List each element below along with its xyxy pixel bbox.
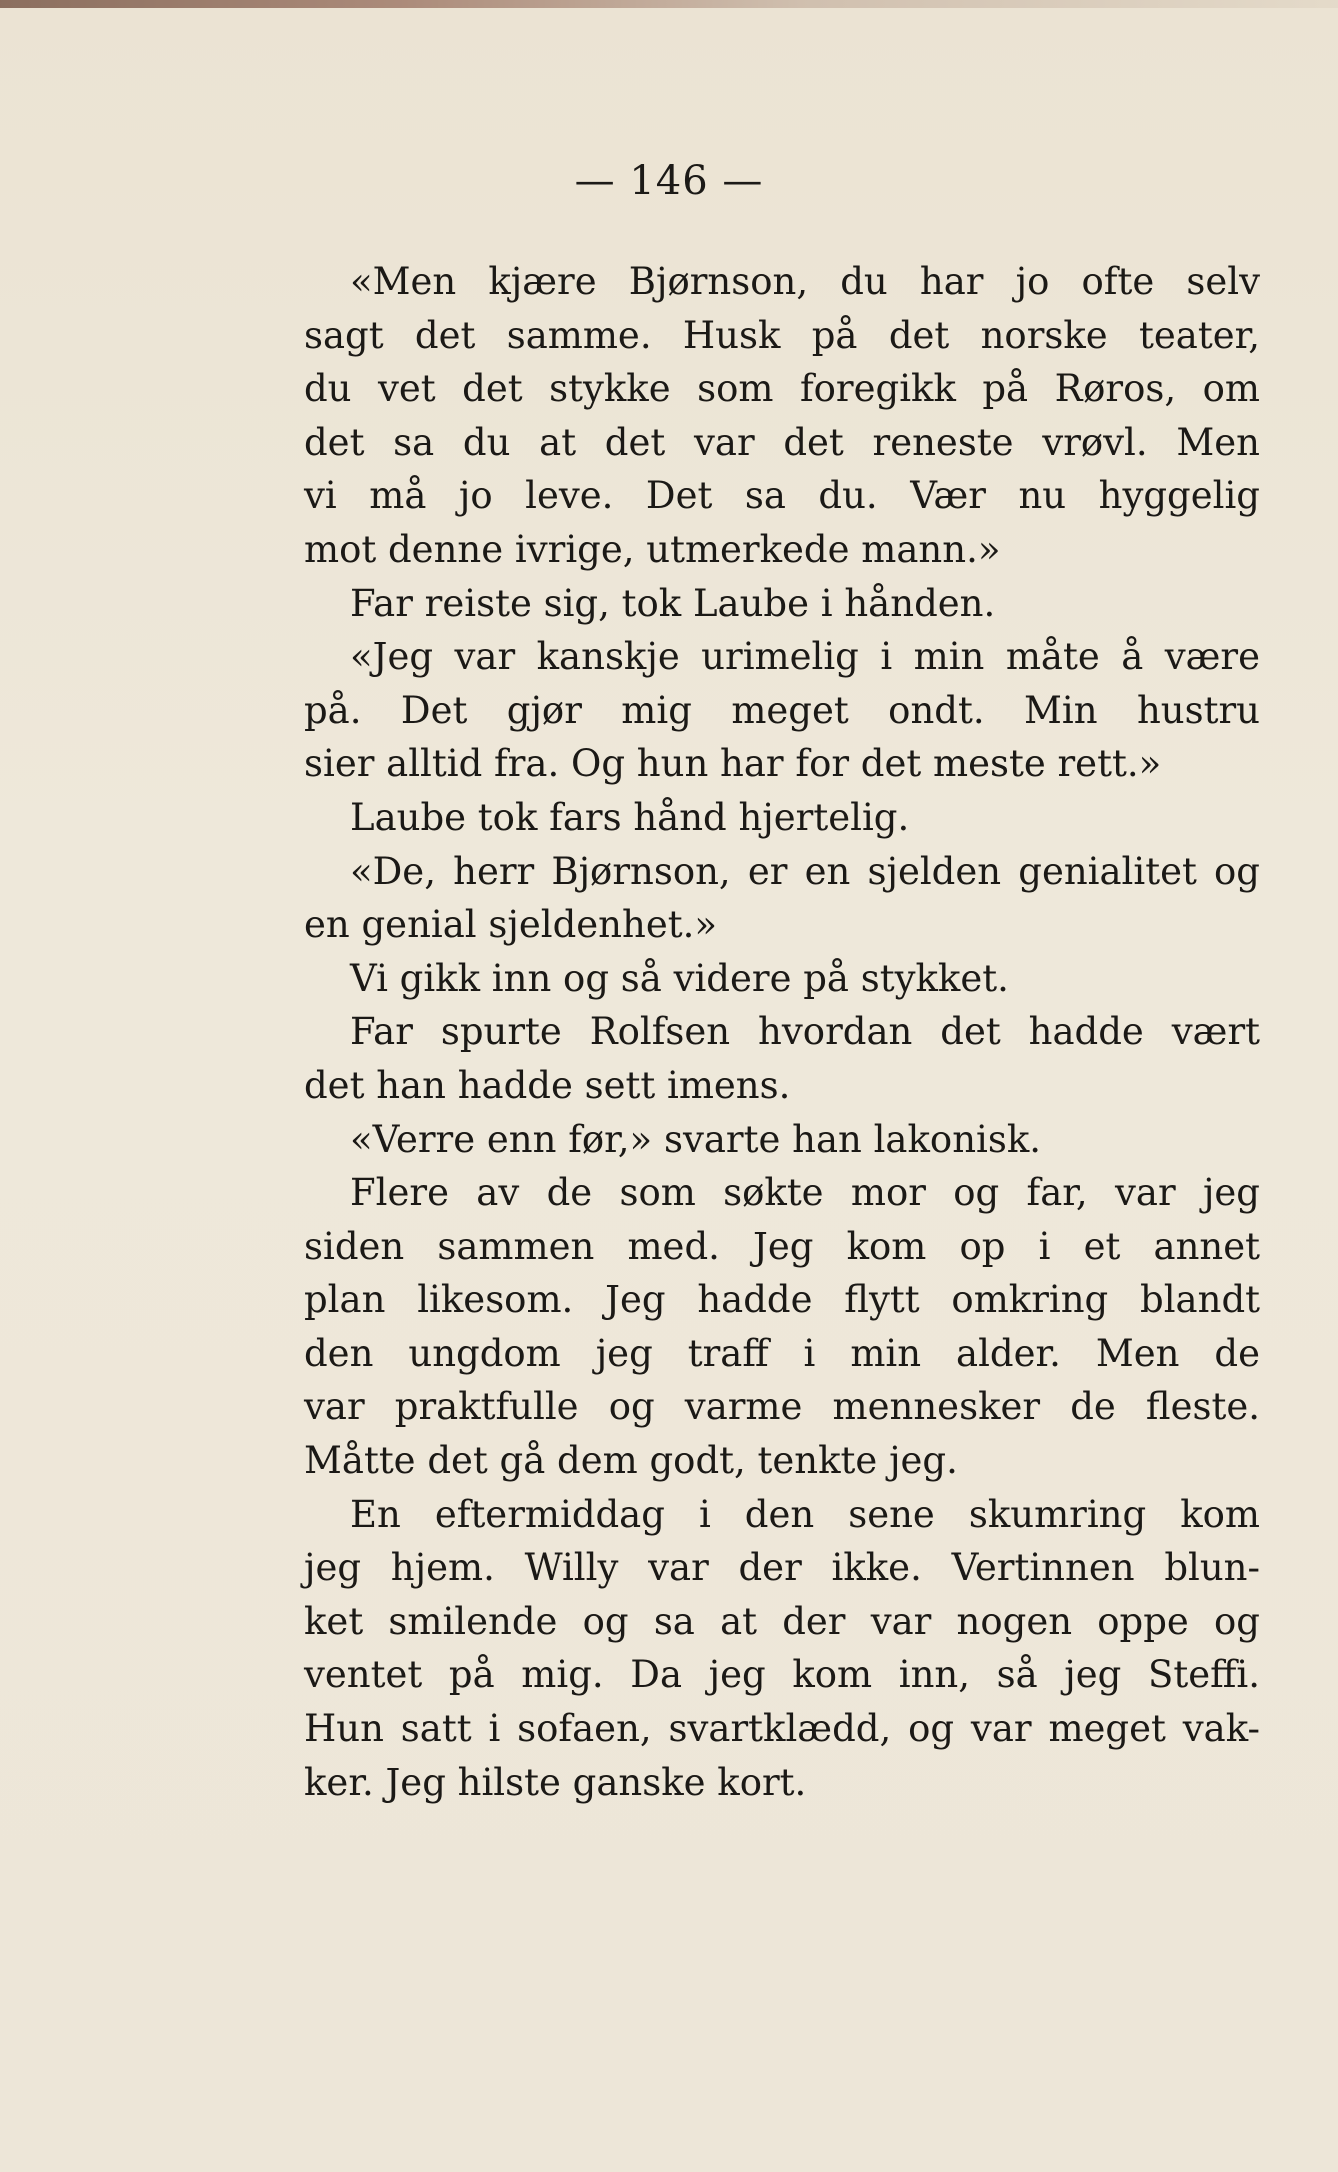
text-line: «Verre enn før,» svarte han lakonisk. <box>350 1117 1042 1161</box>
text-line: mot denne ivrige, utmerkede mann.» <box>304 527 1001 571</box>
page-number: — 146 — <box>574 158 764 204</box>
text-line: sagt det samme. Husk på det norske teater, <box>304 313 1260 357</box>
text-line: ker. Jeg hilste ganske kort. <box>304 1760 807 1804</box>
text-line: Vi gikk inn og så videre på stykket. <box>350 956 1009 1000</box>
text-line: Hun satt i sofaen, svartklædd, og var meget vak- <box>304 1707 1260 1751</box>
text-line: plan likesom. Jeg hadde flytt omkring blandt <box>304 1278 1260 1322</box>
page-top-edge <box>0 0 1338 8</box>
text-line: det sa du at det var det reneste vrøvl. Men <box>304 420 1260 464</box>
text-line: sier alltid fra. Og hun har for det meste rett.» <box>304 742 1162 786</box>
text-line: «De, herr Bjørnson, er en sjelden genialitet og <box>350 849 1260 893</box>
text-line: siden sammen med. Jeg kom op i et annet <box>304 1224 1260 1268</box>
text-line: Far spurte Rolfsen hvordan det hadde vært <box>350 1010 1260 1054</box>
text-line: vi må jo leve. Det sa du. Vær nu hyggelig <box>304 474 1260 518</box>
text-line: den ungdom jeg traff i min alder. Men de <box>304 1331 1260 1375</box>
text-line: på. Det gjør mig meget ondt. Min hustru <box>304 688 1260 732</box>
text-line: ket smilende og sa at der var nogen oppe og <box>304 1599 1260 1643</box>
text-line: Far reiste sig, tok Laube i hånden. <box>350 581 996 625</box>
text-line: «Jeg var kanskje urimelig i min måte å være <box>350 635 1260 679</box>
text-line: jeg hjem. Willy var der ikke. Vertinnen blun- <box>304 1546 1260 1590</box>
body-text <box>304 255 1260 1809</box>
text-line: det han hadde sett imens. <box>304 1063 791 1107</box>
text-line: Flere av de som søkte mor og far, var jeg <box>350 1171 1260 1215</box>
text-line: «Men kjære Bjørnson, du har jo ofte selv <box>350 260 1260 303</box>
text-line: En eftermiddag i den sene skumring kom <box>350 1492 1260 1536</box>
text-line: en genial sjeldenhet.» <box>304 903 717 947</box>
text-line: ventet på mig. Da jeg kom inn, så jeg Steffi. <box>304 1653 1260 1697</box>
text-line: Laube tok fars hånd hjertelig. <box>350 795 910 839</box>
text-line: du vet det stykke som foregikk på Røros, om <box>304 367 1260 411</box>
text-line: var praktfulle og varme mennesker de fleste. <box>304 1385 1260 1429</box>
text-line: Måtte det gå dem godt, tenkte jeg. <box>304 1439 958 1483</box>
